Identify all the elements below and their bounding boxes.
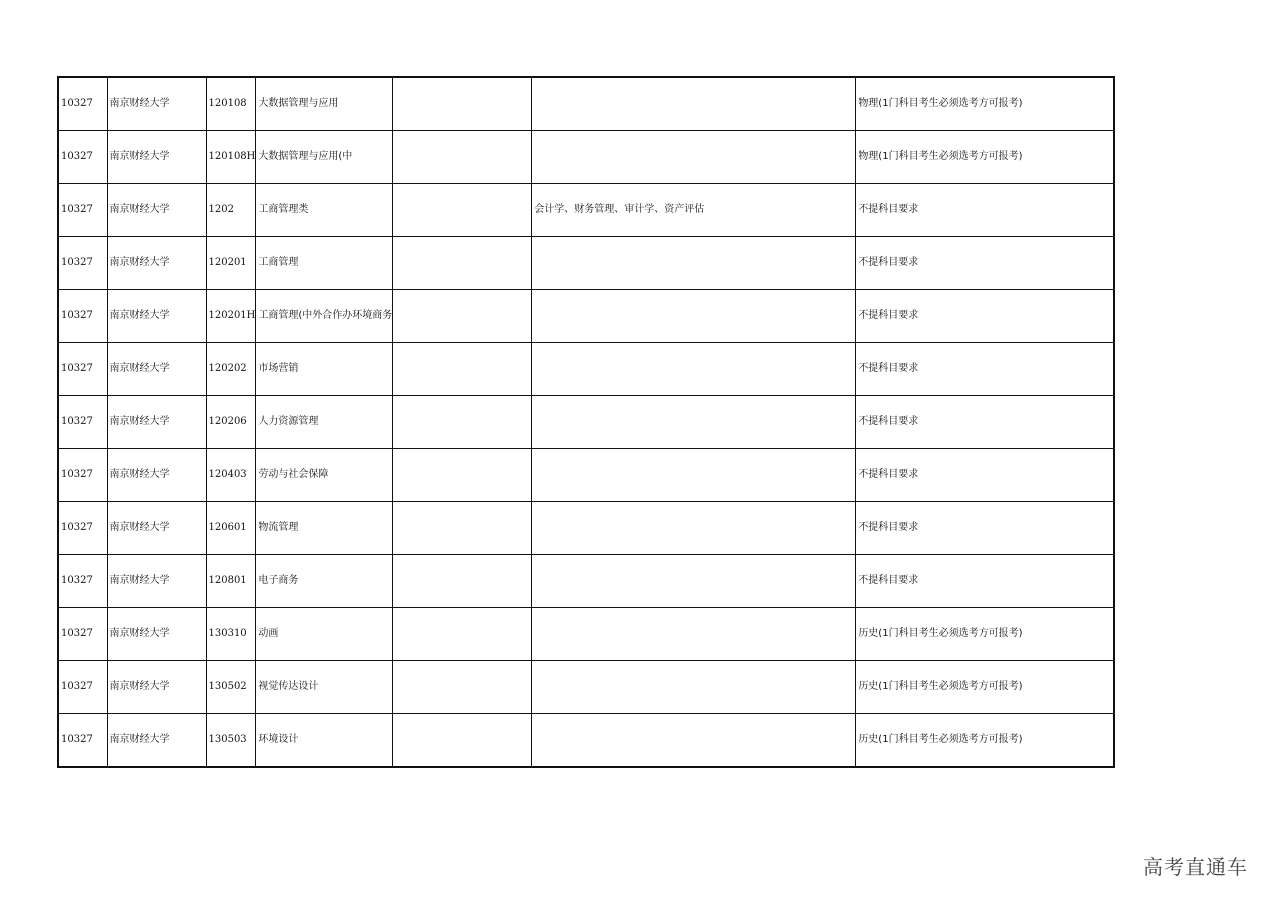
table-row [58, 396, 1114, 449]
major-name-cell: 大数据管理与应用(中 [256, 131, 393, 184]
blank-cell [393, 449, 532, 502]
major-code-cell: 130502 [206, 661, 256, 714]
school-code-cell: 10327 [58, 184, 107, 237]
included-majors-cell [532, 502, 856, 555]
school-name-cell: 南京财经大学 [107, 343, 206, 396]
major-code-cell: 120202 [206, 343, 256, 396]
included-majors-cell [532, 449, 856, 502]
school-name-cell: 南京财经大学 [107, 184, 206, 237]
blank-cell [393, 131, 532, 184]
major-name-cell: 工商管理 [256, 237, 393, 290]
included-majors-cell [532, 77, 856, 131]
major-name-cell: 工商管理(中外合作办环境商务 [256, 290, 393, 343]
requirement-cell: 物理(1门科目考生必须选考方可报考) [856, 77, 1114, 131]
included-majors-cell: 会计学、财务管理、审计学、资产评估 [532, 184, 856, 237]
major-code-cell: 120201H [206, 290, 256, 343]
table-row [58, 184, 1114, 237]
blank-cell [393, 502, 532, 555]
major-name-cell: 视觉传达设计 [256, 661, 393, 714]
table-row [58, 661, 1114, 714]
requirement-cell: 不提科目要求 [856, 237, 1114, 290]
school-code-cell: 10327 [58, 502, 107, 555]
requirement-cell: 不提科目要求 [856, 343, 1114, 396]
requirement-cell: 不提科目要求 [856, 396, 1114, 449]
school-name-cell: 南京财经大学 [107, 131, 206, 184]
major-name-cell: 人力资源管理 [256, 396, 393, 449]
school-code-cell: 10327 [58, 449, 107, 502]
table-row [58, 290, 1114, 343]
major-code-cell: 130503 [206, 714, 256, 768]
school-code-cell: 10327 [58, 237, 107, 290]
requirement-cell: 不提科目要求 [856, 290, 1114, 343]
requirement-cell: 历史(1门科目考生必须选考方可报考) [856, 608, 1114, 661]
blank-cell [393, 77, 532, 131]
included-majors-cell [532, 555, 856, 608]
table-body [58, 77, 1114, 767]
school-name-cell: 南京财经大学 [107, 608, 206, 661]
school-name-cell: 南京财经大学 [107, 555, 206, 608]
major-code-cell: 120206 [206, 396, 256, 449]
table-row [58, 449, 1114, 502]
blank-cell [393, 343, 532, 396]
school-name-cell: 南京财经大学 [107, 290, 206, 343]
blank-cell [393, 184, 532, 237]
school-name-cell: 南京财经大学 [107, 77, 206, 131]
blank-cell [393, 290, 532, 343]
major-code-cell: 130310 [206, 608, 256, 661]
school-code-cell: 10327 [58, 555, 107, 608]
table-row [58, 502, 1114, 555]
school-code-cell: 10327 [58, 290, 107, 343]
school-code-cell: 10327 [58, 714, 107, 768]
major-code-cell: 120108 [206, 77, 256, 131]
school-name-cell: 南京财经大学 [107, 449, 206, 502]
requirement-cell: 物理(1门科目考生必须选考方可报考) [856, 131, 1114, 184]
major-name-cell: 物流管理 [256, 502, 393, 555]
table-row [58, 343, 1114, 396]
subject-requirements-table [57, 76, 1115, 768]
school-name-cell: 南京财经大学 [107, 661, 206, 714]
school-name-cell: 南京财经大学 [107, 502, 206, 555]
school-name-cell: 南京财经大学 [107, 714, 206, 768]
major-name-cell: 环境设计 [256, 714, 393, 768]
major-code-cell: 120403 [206, 449, 256, 502]
school-code-cell: 10327 [58, 396, 107, 449]
major-code-cell: 120201 [206, 237, 256, 290]
included-majors-cell [532, 131, 856, 184]
table-row [58, 237, 1114, 290]
major-name-cell: 工商管理类 [256, 184, 393, 237]
major-code-cell: 120601 [206, 502, 256, 555]
school-code-cell: 10327 [58, 343, 107, 396]
school-code-cell: 10327 [58, 608, 107, 661]
table-row [58, 555, 1114, 608]
major-code-cell: 1202 [206, 184, 256, 237]
major-name-cell: 市场营销 [256, 343, 393, 396]
requirement-cell: 不提科目要求 [856, 555, 1114, 608]
school-code-cell: 10327 [58, 661, 107, 714]
requirement-cell: 不提科目要求 [856, 502, 1114, 555]
blank-cell [393, 714, 532, 768]
blank-cell [393, 396, 532, 449]
requirement-cell: 历史(1门科目考生必须选考方可报考) [856, 661, 1114, 714]
blank-cell [393, 555, 532, 608]
included-majors-cell [532, 608, 856, 661]
school-name-cell: 南京财经大学 [107, 396, 206, 449]
included-majors-cell [532, 661, 856, 714]
school-name-cell: 南京财经大学 [107, 237, 206, 290]
included-majors-cell [532, 290, 856, 343]
blank-cell [393, 608, 532, 661]
blank-cell [393, 661, 532, 714]
requirement-cell: 不提科目要求 [856, 184, 1114, 237]
table-row [58, 714, 1114, 768]
major-name-cell: 电子商务 [256, 555, 393, 608]
requirement-cell: 不提科目要求 [856, 449, 1114, 502]
requirement-cell: 历史(1门科目考生必须选考方可报考) [856, 714, 1114, 768]
blank-cell [393, 237, 532, 290]
included-majors-cell [532, 396, 856, 449]
major-name-cell: 大数据管理与应用 [256, 77, 393, 131]
major-name-cell: 劳动与社会保障 [256, 449, 393, 502]
table-row [58, 131, 1114, 184]
table-row [58, 77, 1114, 131]
table-row [58, 608, 1114, 661]
included-majors-cell [532, 343, 856, 396]
major-name-cell: 动画 [256, 608, 393, 661]
included-majors-cell [532, 714, 856, 768]
major-code-cell: 120801 [206, 555, 256, 608]
major-code-cell: 120108H [206, 131, 256, 184]
included-majors-cell [532, 237, 856, 290]
school-code-cell: 10327 [58, 77, 107, 131]
school-code-cell: 10327 [58, 131, 107, 184]
watermark-text: 高考直通车 [1143, 855, 1248, 879]
